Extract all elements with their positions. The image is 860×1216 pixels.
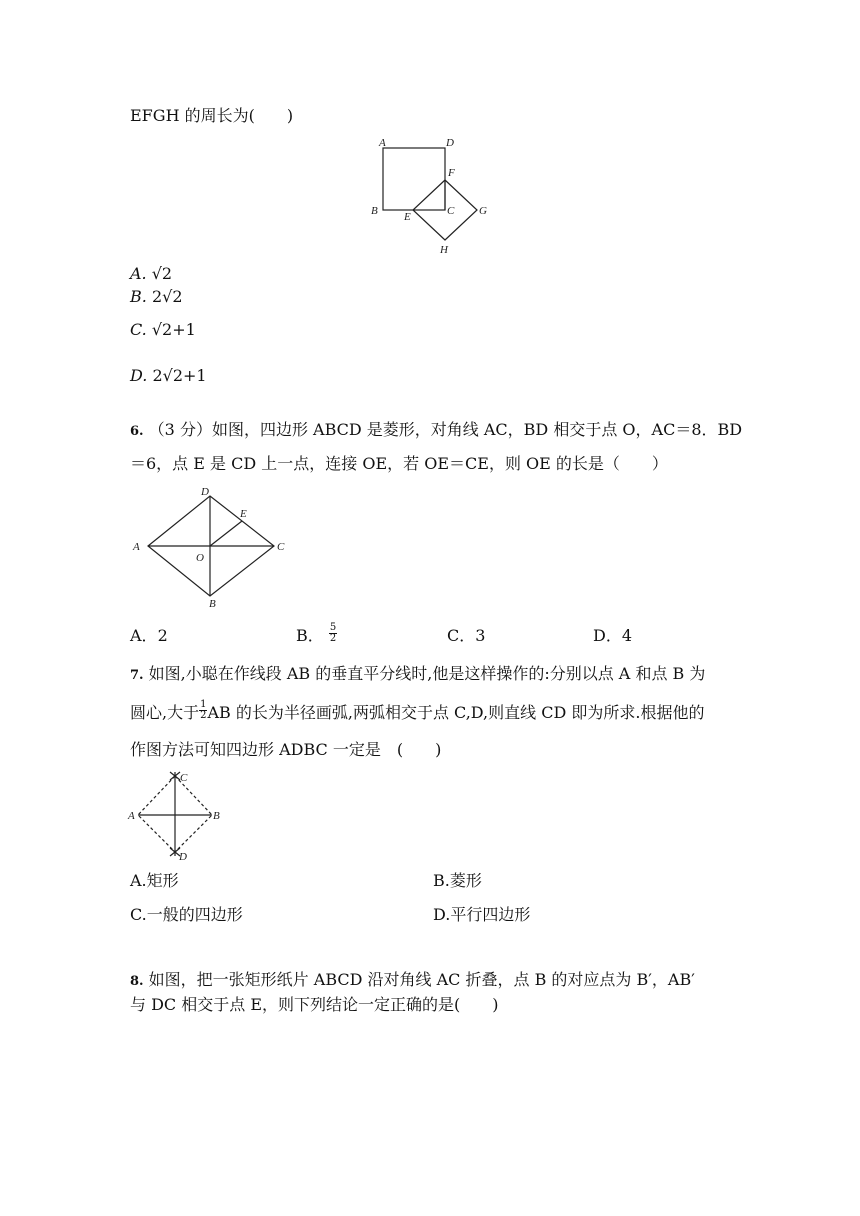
fraction: [329, 623, 337, 644]
q7-line3: 作图方法可知四边形 ADBC 一定是 ( ): [130, 740, 442, 759]
q5-label-c: C: [447, 205, 455, 217]
q5-label-d: D: [446, 137, 454, 149]
option-text: 平行四边形: [450, 905, 531, 924]
q7-option-a[interactable]: [130, 871, 179, 891]
q6-option-c[interactable]: [447, 626, 485, 646]
option-letter: D．: [593, 626, 622, 645]
option-text: √2: [151, 264, 173, 283]
q7-figure: [126, 768, 231, 863]
q6-label-a: A: [133, 541, 140, 553]
fraction-denominator: 2: [200, 710, 207, 721]
square-abcd: [383, 148, 445, 210]
option-letter: D.: [130, 366, 148, 385]
q6-label-d: D: [201, 486, 209, 498]
fraction-numerator: 1: [200, 699, 207, 710]
q6-option-d[interactable]: [593, 626, 632, 646]
option-letter: C．: [447, 626, 476, 645]
q5-label-g: G: [479, 205, 487, 217]
q7-label-b: B: [213, 810, 220, 822]
q5-label-b: B: [371, 205, 378, 217]
q8-line2: 与 DC 相交于点 E，则下列结论一定正确的是( ): [130, 995, 499, 1014]
option-text: 3: [475, 626, 486, 645]
q6-line1: [130, 420, 742, 442]
q6-option-b[interactable]: [296, 622, 337, 646]
q6-line2: ＝6，点 E 是 CD 上一点，连接 OE，若 OE＝CE，则 OE 的长是（ ）: [130, 454, 668, 473]
q5-option-c[interactable]: [130, 320, 196, 340]
option-text: 4: [621, 626, 633, 645]
q7-number: 7.: [130, 668, 144, 683]
option-text: 菱形: [449, 871, 482, 890]
q8-line1: [130, 970, 695, 992]
q7-text-line1: 如图,小聪在作线段 AB 的垂直平分线时,他是这样操作的:分别以点 A 和点 B 为: [148, 664, 706, 683]
q6-label-o: O: [196, 552, 204, 564]
option-letter: C.: [130, 320, 147, 339]
q8-text-line1: 如图，把一张矩形纸片 ABCD 沿对角线 AC 折叠，点 B 的对应点为 B′，AB′: [148, 970, 695, 989]
q8-number: 8.: [130, 974, 144, 989]
option-letter: B．: [296, 626, 324, 645]
q5-option-b[interactable]: [130, 287, 183, 307]
option-letter: A．: [130, 626, 158, 645]
option-text: 一般的四边形: [146, 905, 243, 924]
q7-label-c: C: [180, 772, 188, 784]
q5-label-e: E: [404, 211, 411, 223]
q6-label-e: E: [240, 508, 247, 520]
fraction-denominator: 2: [329, 633, 337, 644]
q5-label-f: F: [448, 167, 455, 179]
q7-line2: [130, 699, 705, 723]
option-letter: B.: [433, 871, 450, 890]
option-letter: A.: [130, 264, 147, 283]
option-text: 2√2: [151, 287, 183, 306]
option-text: √2+1: [151, 320, 196, 339]
q6-label-c: C: [277, 541, 285, 553]
option-text: 2: [157, 626, 168, 645]
q7-option-b[interactable]: [433, 871, 482, 891]
option-letter: C.: [130, 905, 147, 924]
option-text: 矩形: [146, 871, 179, 890]
option-letter: B.: [130, 287, 147, 306]
q7-label-a: A: [128, 810, 135, 822]
q5-label-a: A: [379, 137, 386, 149]
q5-option-a[interactable]: [130, 264, 172, 284]
q7-text-line2-pre: 圆心,大于: [130, 703, 200, 722]
q5-figure: [365, 132, 495, 257]
option-letter: D.: [433, 905, 451, 924]
option-letter: A.: [130, 871, 147, 890]
q7-text-line2-post: AB 的长为半径画弧,两弧相交于点 C,D,则直线 CD 即为所求.根据他的: [207, 703, 705, 722]
fraction-numerator: 5: [329, 622, 337, 633]
q6-option-a[interactable]: [130, 626, 168, 646]
option-text: 2√2+1: [152, 366, 207, 385]
q6-text-line1: （3 分）如图，四边形 ABCD 是菱形，对角线 AC，BD 相交于点 O，AC＝8．BD: [148, 420, 743, 439]
q7-label-d: D: [179, 851, 187, 863]
q7-option-d[interactable]: [433, 905, 530, 925]
q6-figure: [128, 484, 293, 612]
q6-label-b: B: [209, 598, 216, 610]
q5-stem: EFGH 的周长为( ): [130, 106, 294, 125]
q7-line1: [130, 664, 705, 686]
q5-label-h: H: [440, 244, 448, 256]
q5-option-d[interactable]: [130, 366, 207, 386]
q6-number: 6.: [130, 424, 144, 439]
q7-option-c[interactable]: [130, 905, 243, 925]
